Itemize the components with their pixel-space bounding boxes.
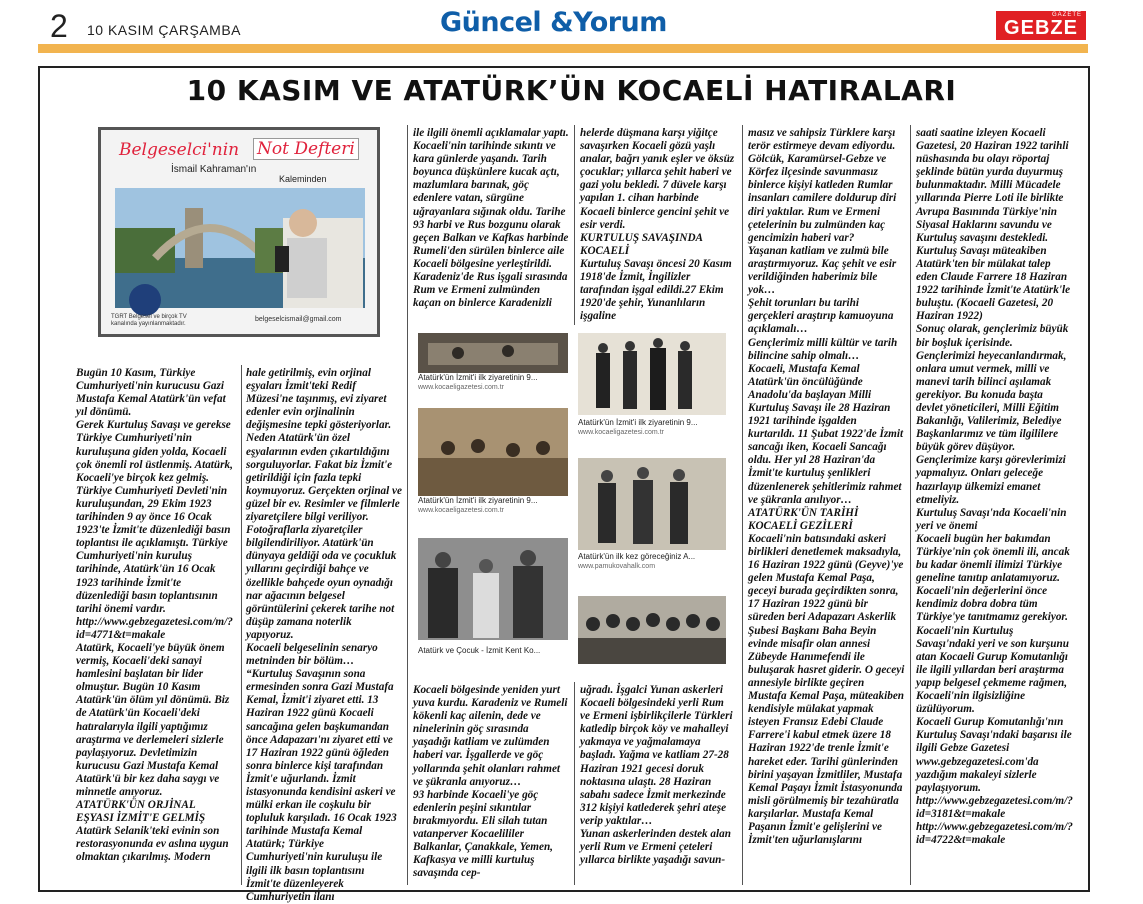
page-number: 2 xyxy=(50,8,68,44)
article-column-3-bottom xyxy=(413,684,569,885)
archive-photo-5 xyxy=(418,538,568,640)
article-column-2 xyxy=(246,367,402,903)
paragraph: Sonuç olarak, gençlerimiz büyük bir boşluk içerisinde. Gençlerimizi heyecanlandırmak, onlara umut vermek, milli ve manevi tarih bilinci aşılamak gerekiyor. Bu konuda başta devlet yöneticileri, Milli Eğitim Bakanlığı, Valilerimiz, Belediye Başkanlarımız ve tüm ilgililere büyük görev düşüyor. Gençlerimize karşı görevlerimizi yapmalıyız. Onları geleceğe hazırlayıp ülkemizi emanet etmeliyiz. xyxy=(916,323,1069,506)
article-column-4-top xyxy=(580,127,736,327)
paragraph: Atatürk Selanik'teki evinin son restorasyonunda ev aslına uygun olmaktan çıkarılmış. Modern xyxy=(76,825,229,864)
paragraph: Kocaeli, Mustafa Kemal Atatürk'ün öncülüğünde Anadolu'da başlayan Milli Kurtuluş Savaşı ile 28 Haziran 1921 tarihinde işgalden kurtarıldı. 11 Şubat 1922'de İzmit sancağı iken, Kocaeli Sancağı oldu. Her yıl 28 Haziran'da İzmit'te kurtuluş şenlikleri düzenlenerek şehitlerimiz rahmet ve şükranla anılıyor… xyxy=(748,362,904,506)
author-email[interactable]: belgeselcismail@gmail.com xyxy=(255,316,342,323)
paragraph: saati saatine izleyen Kocaeli Gazetesi, 20 Haziran 1922 tarihli nüshasında bu olayı röportaj şeklinde bütün yurda duyurmuş bulunmaktadır. Milli Mücadele yıllarında Pierre Loti ile birlikte Avrupa Basınında Türkiye'nin Siyasal Haklarını savundu ve Kurtuluş savaşını destekledi. Kurtuluş Savaşı müteakiben Atatürk'ten bir mülakat talep eden Claude Farrere 18 Haziran 1922 tarihinde İzmit'te Atatürk'le buluştu. (Kocaeli Gazetesi, 20 Haziran 1922) xyxy=(916,127,1071,323)
issue-date: 10 KASIM ÇARŞAMBA xyxy=(87,22,241,38)
archive-photo-4 xyxy=(578,458,726,550)
section-title: Güncel &Yorum xyxy=(440,7,667,38)
archive-photo-1 xyxy=(418,333,568,373)
paragraph: uğradı. İşgalci Yunan askerleri Kocaeli bölgesindeki yerli Rum ve Ermeni işbirlikçilerle Türkleri katledip birçok köy ve mahalleyi yakmaya ve yağmalamaya başladı. Yağma ve katliam 27-28 Haziran 1921 gecesi doruk noktasına ulaştı. 28 Haziran sabahı sadece İzmit merkezinde 312 kişiyi katlederek şehri ateşe verip yaktılar… xyxy=(580,684,733,827)
logo-text: GEBZE xyxy=(1004,17,1078,39)
author-photo-block xyxy=(98,127,380,337)
photo-3-caption: Atatürk'ün İzmit'i ilk ziyaretinin 9... www.kocaeligazetesi.com.tr xyxy=(418,496,568,521)
paragraph: 93 harbinde Kocaeli'ye göç edenlerin peşini sıkıntılar bırakmıyordu. Eli silah tutan vatanperver Kocaelililer Balkanlar, Çanakkale, Yemen, Kafkasya ve milli kurtuluş savaşında cep- xyxy=(413,788,553,880)
link-text[interactable]: http://www.gebzegazetesi.com/m/?id=3181&t=makale xyxy=(916,794,1073,820)
paragraph: Kocaeli bölgesinde yeniden yurt yuva kurdu. Karadeniz ve Rumeli kökenli kaç ailenin, dede ve ninelerinin göç sırasında yaşadığı katliam ve zulümden haberi var. İşgallerde ve göç yollarında şehit olanları rahmet ve şükranla anıyoruz… xyxy=(413,684,568,788)
column-divider xyxy=(910,125,911,885)
photo-1-caption: Atatürk'ün İzmit'i ilk ziyaretinin 9... www.kocaeligazetesi.com.tr xyxy=(418,373,568,398)
photo-4-caption: Atatürk'ün ilk kez göreceğiniz A... www.pamukovahalk.com xyxy=(578,552,726,577)
subheading: ATATÜRK'ÜN ORJİNAL EŞYASI İZMİT'E GELMİŞ xyxy=(76,799,206,825)
paragraph: Kocaeli belgeselinin senaryo metninden bir bölüm… xyxy=(246,641,378,668)
archive-photo-2 xyxy=(578,333,726,415)
column-divider xyxy=(407,125,408,885)
paragraph: Yaşanan katliam ve zulmü bile araştırmıyoruz. Kaç şehit ve esir verildiğinden haberimiz bile yok… xyxy=(748,244,897,297)
subheading: KURTULUŞ SAVAŞINDA KOCAELİ xyxy=(580,231,703,257)
paragraph: Kurtuluş Savaşı öncesi 20 Kasım 1918'de İzmit, İngilizler tarafından işgal edildi.27 Ekim 1920'de şehir, Yunanlıların işgaline xyxy=(580,257,732,323)
archive-photo-6 xyxy=(578,596,726,664)
photo-5-caption: Atatürk ve Çocuk - İzmit Kent Ko... xyxy=(418,646,568,671)
paragraph: Kocaeli'nin batısındaki askeri birlikleri denetlemek maksadıyla, 16 Haziran 1922 günü (Geyve)'ye gelen Mustafa Kemal Paşa, geceyi burada geçirdikten sonra, 17 Haziran 1922 günü bir süreden beri Adapazarı Askerlik Şubesi Başkanı Baha Beyin evinde misafir olan annesi Zübeyde Hanımefendi ile buluşarak hasret giderir. O geceyi annesiyle birlikte geçiren Mustafa Kemal Paşa, müteakiben kendisiyle mülakat yapmak isteyen Fransız Edebi Claude Farrere'i kabul etmek üzere 18 Haziran 1922'de trenle İzmit'e hareket eder. Tarihi günlerinden birini yaşayan İzmitliler, Mustafa Kemal Paşayı İzmit İstasyonunda misli görülmemiş bir tezahüratla karşılarlar. Mustafa Kemal Paşanın İzmit'e gelişlerini ve İzmit'ten uğurlanışlarını xyxy=(748,532,905,847)
paragraph: Gençlerimiz milli kültür ve tarih bilincine sahip olmalı… xyxy=(748,336,898,362)
notebook-title-part1: Belgeselci'nin xyxy=(119,140,240,160)
paragraph: Kocaeli Gurup Komutanlığı'nın Kurtuluş Savaşı'ndaki başarısı ile ilgili Gebze Gazetesi www.gebzegazetesi.com'da yazdığım makaleyi sizlerle paylaşıyorum. xyxy=(916,716,1072,794)
paragraph: “Kurtuluş Savaşının sona ermesinden sonra Gazi Mustafa Kemal, İzmit'i ziyaret etti. 13 Haziran 1922 günü Kocaeli sancağına gelen başkumandan önce Adapazarı'nı ziyaret etti ve 17 Haziran 1922 günü öğleden sonra binlerce kişi tarafından İzmit'e uğurlandı. İzmit istasyonunda kendisini askeri ve mülki erkan ile coşkulu bir topluluk karşıladı. 16 Ocak 1923 tarihinde Mustafa Kemal Atatürk; Türkiye Cumhuriyeti'nin kuruluşu ile ilgili ilk basın toplantısını İzmit'te düzenleyerek Cumhuriyetin ilanı xyxy=(246,668,397,903)
paragraph: masız ve sahipsiz Türklere karşı terör estirmeye devam ediyordu. Gölcük, Karamürsel-Gebze ve Körfez ilçesinde savunmasız binlerce kişiyi katleden Rumlar insanları camilere doldurup diri diri yaktılar. Rum ve Ermeni çetelerinin bu zulmünden kaç gencimizin haberi var? xyxy=(748,127,897,244)
paragraph: hale getirilmiş, evin orjinal eşyaları İzmit'teki Redif Müzesi'ne taşınmış, evi ziyaret edenler evin orjinalinin değişmesine tepki gösteriyorlar. Neden Atatürk'ün özel eşyalarının evden çıkartıldığını sorguluyorlar. Fakat biz İzmit'e getirildiği için fazla tepki koymuyoruz. Gerçekten orjinal ve güzel bir ev. Resimler ve filmlerle ziyaretçilere bilgi veriliyor. Fotoğraflarla ziyaretçiler bilgilendiriliyor. Atatürk'ün dünyaya geldiği oda ve çocukluk yıllarını geçirdiği bahçe ve özellikle bahçede oyun oynadığı nar ağacının belgesel görüntülerini çekerek tarihe not düşüp zamana noterlik yapıyoruz. xyxy=(246,367,402,641)
paragraph: Bugün 10 Kasım, Türkiye Cumhuriyeti'nin kurucusu Gazi Mustafa Kemal Atatürk'ün vefat yıl dönümü. xyxy=(76,367,226,419)
author-name: İsmail Kahraman'ın xyxy=(171,164,257,175)
column-divider xyxy=(241,365,242,885)
column-divider xyxy=(574,125,575,325)
paragraph: helerde düşmana karşı yiğitçe savaşırken Kocaeli gözü yaşlı analar, bağrı yanık eşler ve öksüz çocuklar; yıllarca şehit haberi ve gazi yolu bekledi. 7 düvele karşı yapılan 1. cihan harbinde Kocaeli binlerce gencini şehit ve esir verdi. xyxy=(580,127,735,231)
newspaper-logo[interactable] xyxy=(996,11,1086,40)
column-divider xyxy=(574,682,575,885)
paragraph: Yunan askerlerinden destek alan yerli Rum ve Ermeni çeteleri yıllarca birlikte yaşadığı savun- xyxy=(580,828,731,867)
column-divider xyxy=(742,125,743,885)
article-column-6 xyxy=(916,127,1072,885)
paragraph: Şehit torunları bu tarihi gerçekleri araştırıp kamuoyuna açıklamalı… xyxy=(748,297,894,336)
paragraph: ile ilgili önemli açıklamalar yaptı. Kocaeli'nin tarihinde sıkıntı ve kara günlerde yaşandı. Tarih boyunca düşkünlere kucak açtı, mazlumlara barınak, göç edenlere vatan, sürgüne uğrayanlara sığınak oldu. Tarihe 93 harbi ve Rus bozgunu olarak geçen Balkan ve Kafkas harbinde Rumeli'den sürülen binlerce aile Kocaeli bölgesine yerleştirildi. Karadeniz'de Rus işgali sırasında Rum ve Ermeni zulmünden kaçan on binlerce Karadenizli xyxy=(413,127,569,310)
header-accent-bar xyxy=(38,44,1088,53)
paragraph: Atatürk, Kocaeli'ye büyük önem vermiş, Kocaeli'deki sanayi hamlesini başlatan bir lider olmuştur. Bugün 10 Kasım Atatürk'ün ölüm yıl dönümü. Biz de Atatürk'ün Kocaeli'deki hatıralarıyla ilgili yaptığımız araştırma ve derlemeleri sizlerle paylaşıyoruz. Devletimizin kurucusu Gazi Mustafa Kemal Atatürk'ü bir kez daha saygı ve minnetle anıyoruz. xyxy=(76,641,230,798)
article-column-5 xyxy=(748,127,905,885)
subheading: ATATÜRK'ÜN TARİHİ KOCAELİ GEZİLERİ xyxy=(748,506,859,532)
logo-subtext: GAZETE xyxy=(1051,12,1082,18)
author-credit: TGRT Belgesel ve birçok TV kanalında yayınlanmaktadır. xyxy=(111,314,187,327)
archive-photo-3 xyxy=(418,408,568,496)
paragraph: Gerek Kurtuluş Savaşı ve gerekse Türkiye Cumhuriyeti'nin kuruluşuna giden yolda, Kocaeli çok önemli rol üstlenmiş. Atatürk, Kocaeli'ye birçok kez gelmiş. Türkiye Cumhuriyeti Devleti'nin kuruluşundan, 29 Ekim 1923 tarihinden 9 ay önce 16 Ocak 1923'te İzmit'te düzenlediği basın toplantısı ile açıklamıştı. Türkiye Cumhuriyeti'nin kuruluş tarihinde, Atatürk'ün 16 Ocak 1923 tarihinde İzmit'te düzenlediği basın toplantısının tarihi önemi vardır. xyxy=(76,419,233,615)
article-column-4-bottom xyxy=(580,684,736,885)
article-headline: 10 KASIM VE ATATÜRK’ÜN KOCAELİ HATIRALARI xyxy=(186,74,957,107)
article-column-1 xyxy=(76,367,234,885)
link-text[interactable]: http://www.gebzegazetesi.com/m/?id=4722&t=makale xyxy=(916,820,1073,847)
photo-2-caption: Atatürk'ün İzmit'i ilk ziyaretinin 9... www.kocaeligazetesi.com.tr xyxy=(578,418,726,443)
author-from-label: Kaleminden xyxy=(279,174,327,184)
subheading: Kurtuluş Savaşı'nda Kocaeli'nin yeri ve önemi xyxy=(916,506,1067,532)
notebook-title-part2: Not Defteri xyxy=(253,138,359,160)
link-text[interactable]: http://www.gebzegazetesi.com/m/?id=4771&t=makale xyxy=(76,615,233,641)
bridge-photo xyxy=(115,188,365,308)
paragraph: Kocaeli bugün her bakımdan Türkiye'nin çok önemli ili, ancak bu kadar önemli ilimizi Türkiye geneline tanıtıp anlatamıyoruz. Kocaeli'nin değerlerini önce kendimiz dobra dobra tüm Türkiye'ye tanıtmamız gerekiyor. Kocaeli'nin Kurtuluş Savaşı'ndaki yeri ve son kurşunu atan Kocaeli Gurup Komutanlığı ile ilgili yıllardan beri araştırma yapıp belgesel çekmeme rağmen, Kocaeli'nin ilgisizliğine üzülüyorum. xyxy=(916,532,1070,716)
article-column-3-top xyxy=(413,127,569,327)
